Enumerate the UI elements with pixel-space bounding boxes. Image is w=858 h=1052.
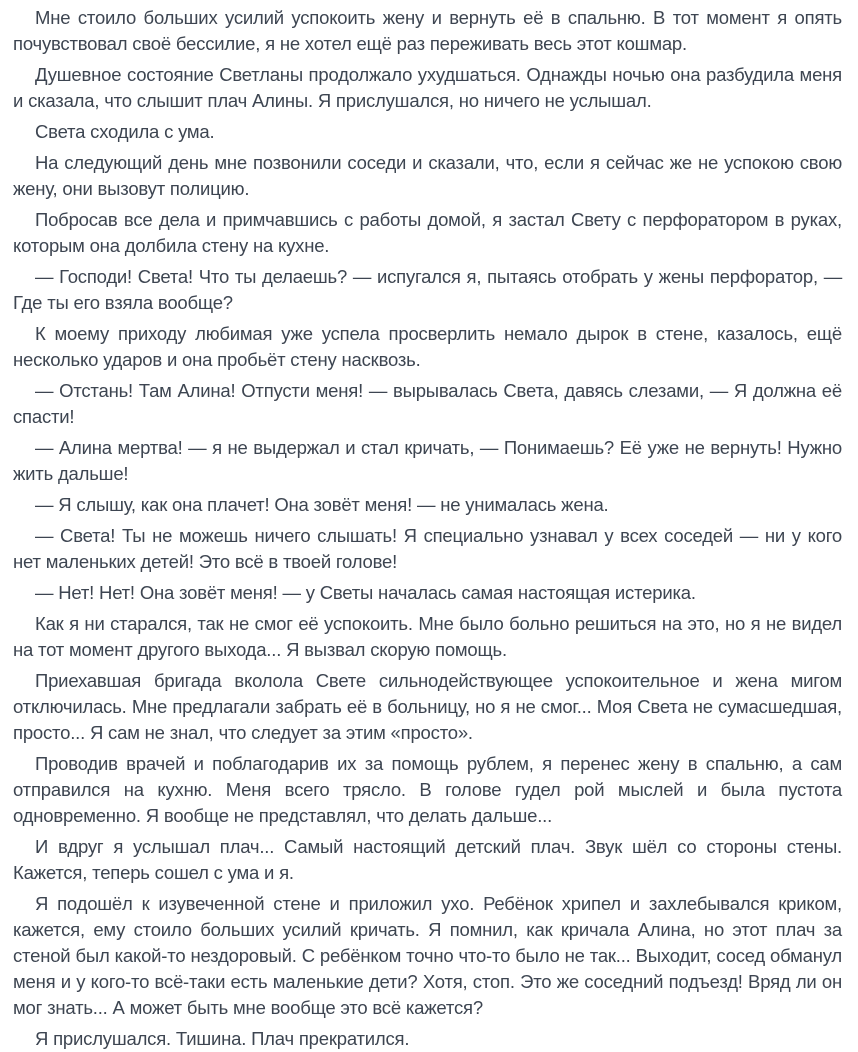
paragraph: На следующий день мне позвонили соседи и сказали, что, если я сейчас же не успокою свою жену, они вызовут полицию. <box>13 152 842 199</box>
paragraph-dialogue: — Я слышу, как она плачет! Она зовёт меня! — не унималась жена. <box>35 494 609 515</box>
paragraph-dialogue: — Алина мертва! — я не выдержал и стал кричать, — Понимаешь? Её уже не вернуть! Нужно жить дальше! <box>13 437 842 484</box>
paragraph: Душевное состояние Светланы продолжало ухудшаться. Однажды ночью она разбудила меня и сказала, что слышит плач Алины. Я прислушался, но ничего не услышал. <box>13 64 842 111</box>
paragraph-dialogue: — Света! Ты не можешь ничего слышать! Я специально узнавал у всех соседей — ни у кого нет маленьких детей! Это всё в твоей голове! <box>13 525 842 572</box>
paragraph-dialogue: — Господи! Света! Что ты делаешь? — испугался я, пытаясь отобрать у жены перфоратор, — Где ты его взяла вообще? <box>13 266 842 313</box>
paragraph: И вдруг я услышал плач... Самый настоящий детский плач. Звук шёл со стороны стены. Кажется, теперь сошел с ума и я. <box>13 836 842 883</box>
paragraph: Приехавшая бригада вколола Свете сильнодействующее успокоительное и жена мигом отключилась. Мне предлагали забрать её в больницу, но я не смог... Моя Света не сумасшедшая, просто... Я сам не знал, что следует за этим «просто». <box>13 670 842 743</box>
paragraph: Проводив врачей и поблагодарив их за помощь рублем, я перенес жену в спальню, а сам отправился на кухню. Меня всего трясло. В голове гудел рой мыслей и была пустота одновременно. Я вообще не представлял, что делать дальше... <box>13 753 842 826</box>
paragraph: Я подошёл к изувеченной стене и приложил ухо. Ребёнок хрипел и захлебывался криком, кажется, ему стоило больших усилий кричать. Я помнил, как кричала Алина, но этот плач за стеной был какой-то нездоровый. С ребёнком точно что-то было не так... Выходит, сосед обманул меня и у кого-то всё-таки есть маленькие дети? Хотя, стоп. Это же соседний подъезд! Вряд ли он мог знать... А может быть мне вообще это всё кажется? <box>13 893 842 1018</box>
paragraph: Побросав все дела и примчавшись с работы домой, я застал Свету с перфоратором в руках, которым она долбила стену на кухне. <box>13 209 842 256</box>
paragraph-dialogue: — Нет! Нет! Она зовёт меня! — у Светы началась самая настоящая истерика. <box>35 582 696 603</box>
paragraph: Как я ни старался, так не смог её успокоить. Мне было больно решиться на это, но я не видел на тот момент другого выхода... Я вызвал скорую помощь. <box>13 613 842 660</box>
paragraph: Света сходила с ума. <box>35 121 215 142</box>
paragraph: Мне стоило больших усилий успокоить жену и вернуть её в спальню. В тот момент я опять почувствовал своё бессилие, я не хотел ещё раз переживать весь этот кошмар. <box>13 7 842 54</box>
paragraph-dialogue: — Отстань! Там Алина! Отпусти меня! — вырывалась Света, давясь слезами, — Я должна её спасти! <box>13 380 842 427</box>
paragraph: К моему приходу любимая уже успела просверлить немало дырок в стене, казалось, ещё несколько ударов и она пробьёт стену насквозь. <box>13 323 842 370</box>
paragraph: Я прислушался. Тишина. Плач прекратился. <box>35 1028 410 1049</box>
